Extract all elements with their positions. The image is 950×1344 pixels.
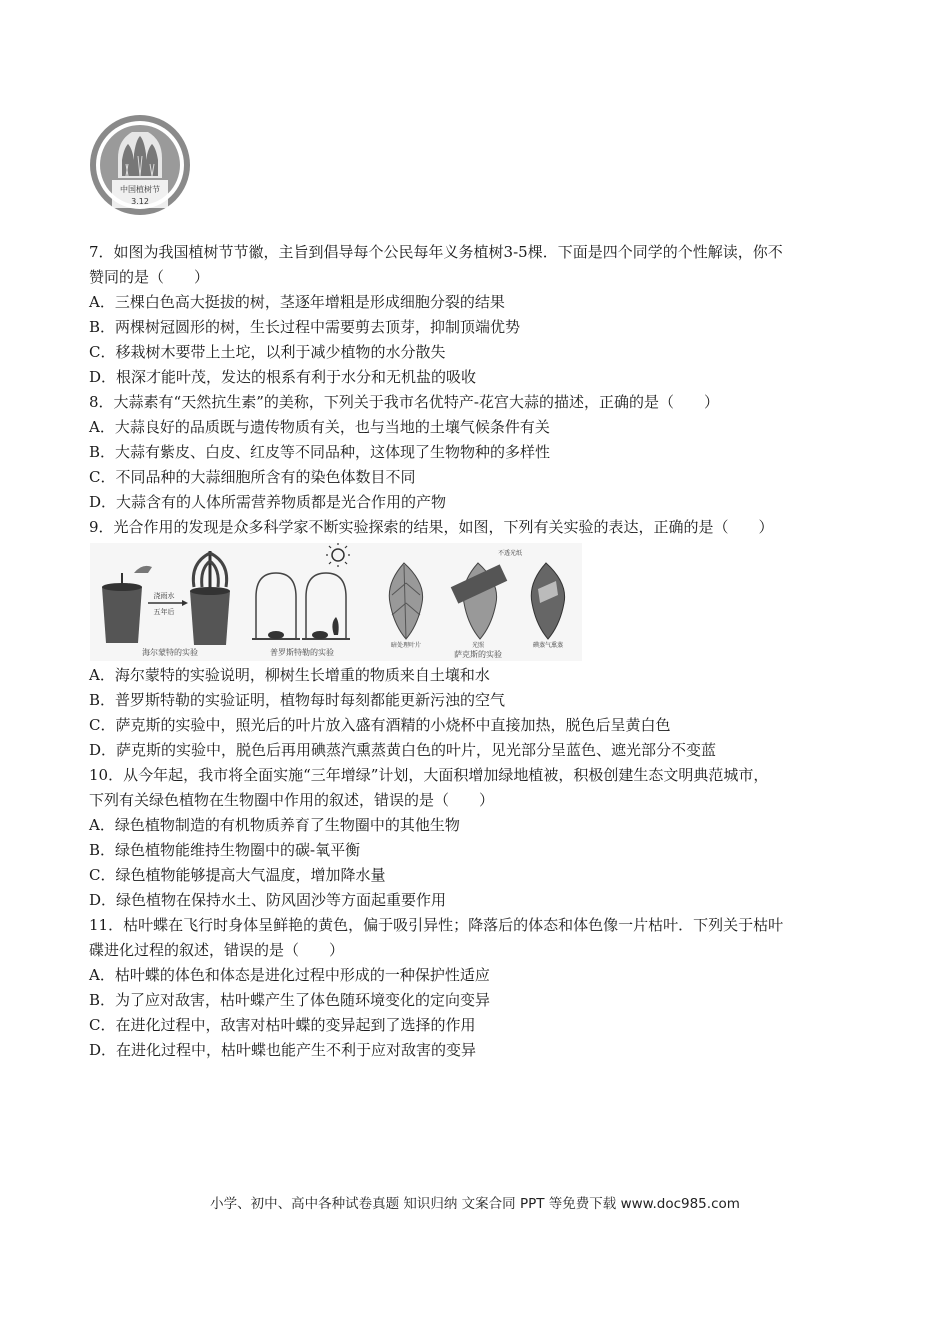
sachs-opaque-label: 不透光纸 (497, 550, 523, 557)
q9-option-a: A．海尔蒙特的实验说明，柳树生长增重的物质来自土壤和水 (89, 666, 490, 684)
q7-option-a: A．三棵白色高大挺拔的树，茎逐年增粗是形成细胞分裂的结果 (89, 293, 505, 311)
helmont-label: 海尔蒙特的实验 (142, 648, 198, 657)
q7-stem-line1: 7．如图为我国植树节节徽，主旨到倡导每个公民每年义务植树3-5棵．下面是四个同学的个性解读，你不 (89, 243, 783, 261)
sachs-iodine-label: 碘蒸气熏蒸 (532, 642, 564, 649)
q11-option-d: D．在进化过程中，枯叶蝶也能产生不利于应对敌害的变异 (89, 1041, 477, 1059)
q7-option-b: B．两棵树冠圆形的树，生长过程中需要剪去顶芽，抑制顶端优势 (89, 318, 521, 336)
q10-option-a: A．绿色植物制造的有机物质养育了生物圈中的其他生物 (89, 816, 460, 834)
logo-text: 中国植树节 (120, 185, 160, 194)
priestley-experiment (252, 543, 350, 657)
sachs-dark-label: 暗处理叶片 (390, 642, 422, 649)
sachs-light-label: 光照 (471, 642, 485, 649)
sachs-label: 萨克斯的实验 (454, 650, 502, 659)
sachs-experiment (389, 549, 564, 659)
helmont-experiment (102, 551, 230, 657)
q11-option-c: C．在进化过程中，敌害对枯叶蝶的变异起到了选择的作用 (89, 1016, 476, 1034)
q7-option-d: D．根深才能叶茂，发达的根系有利于水分和无机盐的吸收 (89, 368, 477, 386)
q10-option-d: D．绿色植物在保持水土、防风固沙等方面起重要作用 (89, 891, 447, 909)
q11-stem-line2: 碟进化过程的叙述，错误的是（ ） (89, 941, 345, 959)
q10-option-c: C．绿色植物能够提高大气温度，增加降水量 (89, 866, 386, 884)
q11-option-a: A．枯叶蝶的体色和体态是进化过程中形成的一种保护性适应 (89, 966, 490, 984)
q8-option-b: B．大蒜有紫皮、白皮、红皮等不同品种，这体现了生物物种的多样性 (89, 443, 551, 461)
q8-stem: 8．大蒜素有“天然抗生素”的美称，下列关于我市名优特产-花宫大蒜的描述，正确的是（ ） (89, 393, 719, 411)
q8-option-c: C．不同品种的大蒜细胞所含有的染色体数目不同 (89, 468, 416, 486)
logo-date: 3.12 (131, 197, 149, 206)
helmont-water-label: 浇雨水 (153, 592, 175, 600)
q10-stem-line2: 下列有关绿色植物在生物圈中作用的叙述，错误的是（ ） (89, 791, 495, 809)
q11-stem-line1: 11．枯叶蝶在飞行时身体呈鲜艳的黄色，偏于吸引异性；降落后的体态和体色像一片枯叶．下列关于枯叶 (89, 916, 784, 934)
q8-option-a: A．大蒜良好的品质既与遗传物质有关，也与当地的土壤气候条件有关 (89, 418, 550, 436)
q9-option-c: C．萨克斯的实验中，照光后的叶片放入盛有酒精的小烧杯中直接加热，脱色后呈黄白色 (89, 716, 671, 734)
q11-option-b: B．为了应对敌害，枯叶蝶产生了体色随环境变化的定向变异 (89, 991, 491, 1009)
q8-option-d: D．大蒜含有的人体所需营养物质都是光合作用的产物 (89, 493, 447, 511)
priestley-label: 普罗斯特勒的实验 (270, 648, 334, 657)
q7-option-c: C．移栽树木要带上土坨，以利于减少植物的水分散失 (89, 343, 446, 361)
photosynthesis-experiments-figure (90, 543, 582, 661)
q10-option-b: B．绿色植物能维持生物圈中的碳-氧平衡 (89, 841, 361, 859)
q7-stem-line2: 赞同的是（ ） (89, 268, 210, 286)
q9-option-b: B．普罗斯特勒的实验证明，植物每时每刻都能更新污浊的空气 (89, 691, 506, 709)
helmont-years-label: 五年后 (153, 608, 175, 616)
arbor-day-logo (88, 110, 192, 220)
q9-option-d: D．萨克斯的实验中，脱色后再用碘蒸汽熏蒸黄白色的叶片，见光部分呈蓝色、遮光部分不变蓝 (89, 741, 717, 759)
q9-stem: 9．光合作用的发现是众多科学家不断实验探索的结果，如图，下列有关实验的表达，正确的是（ ） (89, 518, 774, 536)
page-footer: 小学、初中、高中各种试卷真题 知识归纳 文案合同 PPT 等免费下载 www.doc985.com (210, 1196, 740, 1212)
q10-stem-line1: 10．从今年起，我市将全面实施“三年增绿”计划，大面积增加绿地植被，积极创建生态文明典范城市， (89, 766, 769, 784)
